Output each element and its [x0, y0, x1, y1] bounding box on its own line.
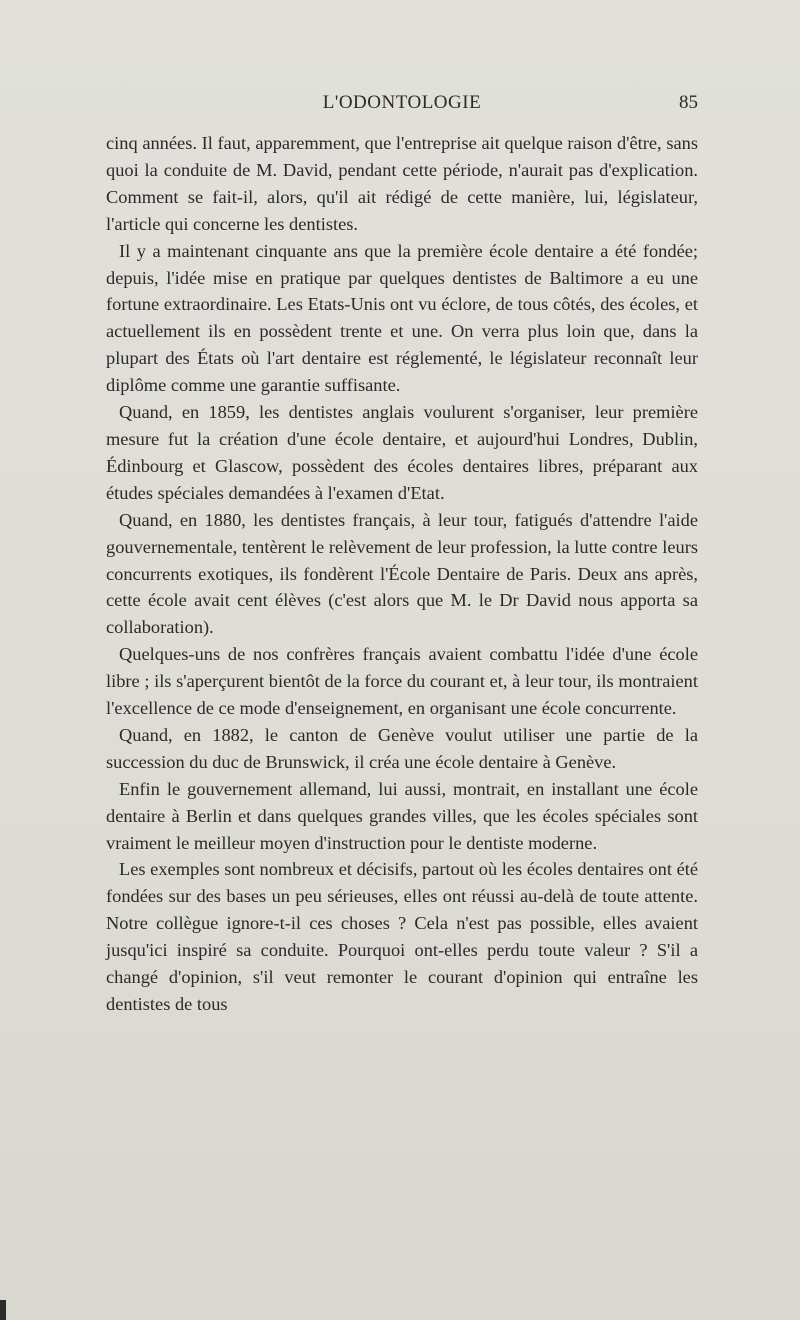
- paragraph: Il y a maintenant cinquante ans que la première école dentaire a été fondée; depuis, l'idée mise en pratique par quelques dentistes de Baltimore a eu une fortune extraordinaire. Les Etats-Unis ont vu éclore, de tous côtés, des écoles, et actuellement ils en possèdent trente et une. On verra plus loin que, dans la plupart des États où l'art dentaire est réglementé, le législateur reconnaît leur diplôme comme une garantie suffisante.: [106, 240, 698, 396]
- paragraph: Quand, en 1882, le canton de Genève voulut utiliser une partie de la succession du duc de Brunswick, il créa une école dentaire à Genève.: [106, 724, 698, 772]
- paragraph: Quelques-uns de nos confrères français avaient combattu l'idée d'une école libre ; ils s'aperçurent bientôt de la force du courant et, à leur tour, ils montraient l'excellence de ce mode d'enseignement, en organisant une école concurrente.: [106, 644, 698, 719]
- page-number: 85: [679, 92, 698, 113]
- scan-edge-mark: [0, 1300, 6, 1320]
- page-header: [106, 92, 698, 118]
- paragraph: cinq années. Il faut, apparemment, que l'entreprise ait quelque raison d'être, sans quoi la conduite de M. David, pendant cette période, n'aurait pas d'explication. Comment se fait-il, alors, qu'il ait rédigé de cette manière, lui, législateur, l'article qui concerne les dentistes.: [106, 133, 698, 234]
- paragraph: Quand, en 1859, les dentistes anglais voulurent s'organiser, leur première mesure fut la création d'une école dentaire, et aujourd'hui Londres, Dublin, Édinbourg et Glascow, possèdent des écoles dentaires libres, préparant aux études spéciales demandées à l'examen d'Etat.: [106, 402, 698, 503]
- paragraph: Les exemples sont nombreux et décisifs, partout où les écoles dentaires ont été fondées sur des bases un peu sérieuses, elles ont réussi au-delà de toute attente. Notre collègue ignore-t-il ces choses ? Cela n'est pas possible, elles avaient jusqu'ici inspiré sa conduite. Pourquoi ont-elles perdu toute valeur ? S'il a changé d'opinion, s'il veut remonter le courant d'opinion qui entraîne les dentistes de tous: [106, 859, 698, 1014]
- running-title: L'ODONTOLOGIE: [322, 92, 482, 113]
- paragraph: Enfin le gouvernement allemand, lui aussi, montrait, en installant une école dentaire à Berlin et dans quelques grandes villes, que les écoles spéciales sont vraiment le meilleur moyen d'instruction pour le dentiste moderne.: [106, 778, 698, 853]
- paragraph: Quand, en 1880, les dentistes français, à leur tour, fatigués d'attendre l'aide gouvernementale, tentèrent le relèvement de leur profession, la lutte contre leurs concurrents exotiques, ils fondèrent l'École Dentaire de Paris. Deux ans après, cette école avait cent élèves (c'est alors que M. le Dr David nous apporta sa collaboration).: [106, 509, 698, 638]
- body-text: [106, 130, 698, 1018]
